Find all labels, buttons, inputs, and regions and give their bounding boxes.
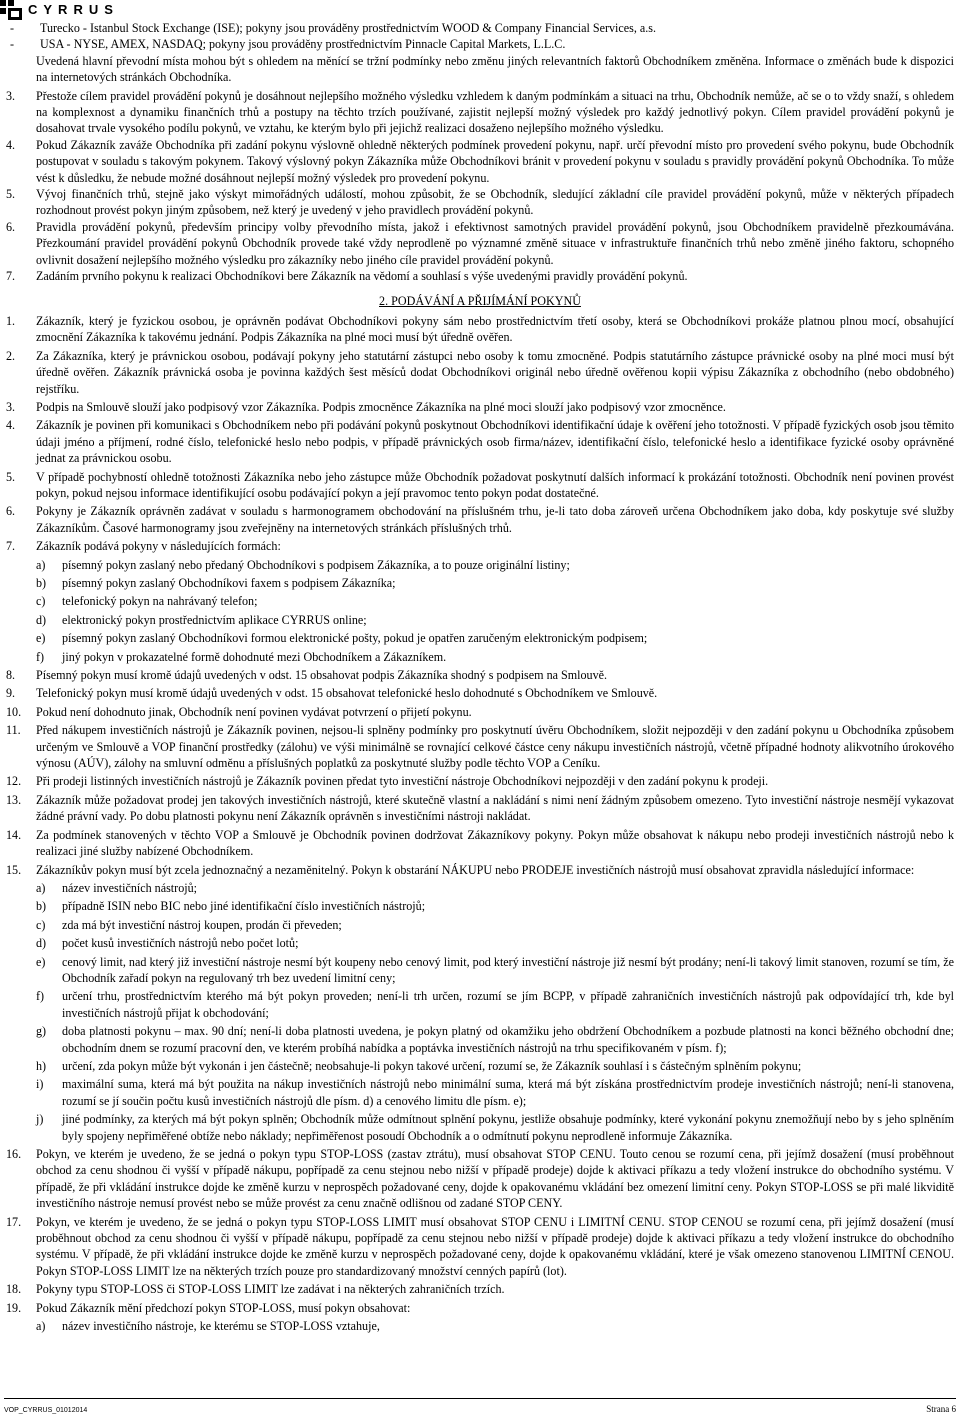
s2-item-2: 2. Za Zákazníka, který je právnickou osobou, podávají pokyny jeho statutární zástupci nebo osoby k tomu zmocněné. Podpis statutárního zástupce právnické osoby na plné moci musí být úředně ověřen. Zákazník právnická osoba je povinna každých šest měsíců dodat Obchodníkovi originál nebo úředně ověřenou kopii výpisu Zákazníka z obchodního (nebo obdobného) rejstříku. <box>6 348 954 396</box>
document-code: VOP_CYRRUS_01012014 <box>4 1407 88 1414</box>
section1-item-6: 6. Pravidla provádění pokynů, především principy volby převodního místa, jakož i efektivnost samotných pravidel provádění pokynů, jsou Obchodníkem pravidelně přezkoumávána. Přezkoumání pravidel provádění pokynů Obchodník provede také vždy neprodleně po významné změně situace v infrastruktuře finančních trhů nebo změně jiného faktoru, schopného ovlivnit dosažení nejlepšího možného výsledku pro zákazníky nebo jiného cíle pravidel provádění pokynů. <box>6 219 954 267</box>
intro-paragraph: Uvedená hlavní převodní místa mohou být s ohledem na měnící se tržní podmínky nebo změnu jiných relevantních faktorů Obchodníkem změněna. Informace o změnách bude k dispozici na internetových stránkách Obchodníka. <box>36 53 954 85</box>
s2-item-15-sub-a: a) název investičních nástrojů; <box>36 880 198 895</box>
s2-item-15-sub-f: f) určení trhu, prostřednictvím kterého má být pokyn proveden; není-li trh určen, rozumí se jím BCPP, v případě zahraničních investičních nástrojů pak odpovídající trh, kde byl investičních nástrojů přijat k obchodování; <box>36 989 954 1020</box>
s2-item-5: 5. V případě pochybností ohledně totožnosti Zákazníka nebo jeho zástupce může Obchodník požadovat poskytnutí dalších informací k prokázání totožnosti. Obchodník není povinen provést pokyn, pokud nejsou informace identifikující osobu podávající pokyn a její pravomoc tento pokyn podat dostatečné. <box>6 469 954 500</box>
s2-item-12: 12. Při prodeji listinných investičních nástrojů je Zákazník povinen předat tyto investiční nástroje Obchodníkovi nejpozději v den zadání pokynu k prodeji. <box>6 774 769 789</box>
s2-item-7-sub-d: d) elektronický pokyn prostřednictvím aplikace CYRRUS online; <box>36 612 367 627</box>
s2-item-15-sub-j: j) jiné podmínky, za kterých má být pokyn splněn; Obchodník může odmítnout splnění pokynu, jestliže obsahuje podmínky, které vykonání pokynu znemožňují nebo by s jeho splněním byly spojeny nepřiměřené obtíže nebo náklady; nepřiměřenost posoudí Obchodník a o odmítnutí pokynu neprodleně informuje Zákazníka. <box>36 1112 954 1143</box>
s2-item-7: 7. Zákazník podává pokyny v následujících formách: <box>6 539 281 554</box>
s2-item-16: 16. Pokyn, ve kterém je uvedeno, že se jedná o pokyn typu STOP-LOSS (zastav ztrátu), musí obsahovat STOP CENU. Touto cenou se rozumí cena, při jejímž dosažení (musí proběhnout obchod za cenu shodnou či vyšší v případě nákupu, popřípadě za cenu stejnou nebo nižší v případě prodeje) dojde k aktivaci příkazu a tedy vložení instrukce do obchodního systému. V případě, že při vkládání instrukce dojde ke změně kurzu v neprospěch požadované ceny, dojde k opakovanému vkládání bez omezení limitní ceny. Pokyn STOP-LOSS se při malé likviditě investičního nástroje nemusí provést nebo se může provést za cenu značně odlišnou od zadané STOP CENY. <box>6 1147 954 1211</box>
s2-item-4: 4. Zákazník je povinen při komunikaci s Obchodníkem nebo při podávání pokynů poskytnout Obchodníkovi identifikační údaje k ověření jeho totožnosti. V případě fyzických osob jsou těmito údaji jméno a příjmení, rodné číslo, telefonické heslo nebo podpis, v případě právnických osob firma/název, identifikační číslo, telefonické heslo a identifikace fyzické osoby oprávněné jednat za právnickou osobu. <box>6 418 954 466</box>
s2-item-6: 6. Pokyny je Zákazník oprávněn zadávat v souladu s harmonogramem obchodování na příslušném trhu, je-li tato doba zároveň určena Obchodníkem jako doba, kdy poskytuje své služby Zákazníkům. Časové harmonogramy jsou zveřejněny na internetových stránkách příslušných trhů. <box>6 504 954 535</box>
s2-item-14: 14. Za podmínek stanovených v těchto VOP a Smlouvě je Obchodník povinen dodržovat Zákazníkovy pokyny. Pokyn může obsahovat k nákupu nebo prodeji investičních nástrojů nebo k realizaci jiné služby nabízené Obchodníkem. <box>6 827 954 859</box>
s2-item-19-sub-a: a) název investičního nástroje, ke kterému se STOP-LOSS vztahuje, <box>36 1319 380 1334</box>
cyrrus-logo-icon <box>0 0 22 20</box>
s2-item-15-sub-h: h) určení, zda pokyn může být vykonán i jen částečně; neobsahuje-li pokyn takové určení, rozumí se, že Zákazník souhlasí i s částečným splněním pokynu; <box>36 1058 802 1073</box>
s2-item-7-sub-f: f) jiný pokyn v prokazatelné formě dohodnuté mezi Obchodníkem a Zákazníkem. <box>36 649 447 664</box>
s2-item-9: 9. Telefonický pokyn musí kromě údajů uvedených v odst. 15 obsahovat telefonické heslo dohodnuté s Obchodníkem ve Smlouvě. <box>6 686 658 701</box>
s2-item-7-sub-e: e) písemný pokyn zaslaný Obchodníkovi formou elektronické pošty, pokud je opatřen zaručeným elektronickým podpisem; <box>36 631 648 646</box>
s2-item-15-sub-i: i) maximální suma, která má být použita na nákup investičních nástrojů nebo minimální suma, která má být získána prostřednictvím prodeje investičních nástrojů; není-li stanovena, rozumí se jí součin počtu kusů investičních nástrojů dle písm. d) a cenového limitu dle písm. e); <box>36 1077 954 1108</box>
s2-item-11: 11. Před nákupem investičních nástrojů je Zákazník povinen, nejsou-li splněny podmínky pro poskytnutí úvěru Obchodníkem, složit nejpozději v den zadání pokynu u Obchodníka způsobem určeným ve Smlouvě a VOP finanční prostředky (zálohu) ve výši minimálně se rovnající celkové částce ceny nákupu investičních nástrojů, včetně případné hodnoty alikvotního úrokového výnosu (AÚV), zálohy na smluvní odměnu a příslušných poplatků za poskytnuté služby podle těchto VOP a Ceníku. <box>6 723 954 771</box>
s2-item-3: 3. Podpis na Smlouvě slouží jako podpisový vzor Zákazníka. Podpis zmocněnce Zákazníka na plné moci slouží jako podpisový vzor zmocněnce. <box>6 399 726 414</box>
s2-item-10: 10. Pokud není dohodnuto jinak, Obchodník není povinen vydávat potvrzení o přijetí pokynu. <box>6 704 472 719</box>
s2-item-8: 8. Písemný pokyn musí kromě údajů uvedených v odst. 15 obsahovat podpis Zákazníka shodný s podpisem na Smlouvě. <box>6 668 608 683</box>
s2-item-19: 19. Pokud Zákazník mění předchozí pokyn STOP-LOSS, musí pokyn obsahovat: <box>6 1300 411 1315</box>
section1-item-4: 4. Pokud Zákazník zaváže Obchodníka při zadání pokynu výslovně ohledně některých podmínek provedení pokynu, např. určí převodní místo pro provedení svého pokynu, bude Obchodník postupovat v souladu s takovým pokynem. Takový výslovný pokyn Zákazníka může Obchodníkovi bránit v provedení pokynu v souladu s pravidly provádění pokynů Obchodníka. To může vést k důsledku, že nebude možné dosáhnout nejlepší možný výsledek pro provedení pokynu. <box>6 137 954 185</box>
s2-item-7-sub-b: b) písemný pokyn zaslaný Obchodníkovi faxem s podpisem Zákazníka; <box>36 576 396 590</box>
s2-item-15-sub-d: d) počet kusů investičních nástrojů nebo počet lotů; <box>36 936 299 951</box>
section1-item-7: 7. Zadáním prvního pokynu k realizaci Obchodníkovi bere Zákazník na vědomí a souhlasí s výše uvedenými pravidly provádění pokynů. <box>6 269 688 284</box>
s2-item-17: 17. Pokyn, ve kterém je uvedeno, že se jedná o pokyn typu STOP-LOSS LIMIT musí obsahovat STOP CENU i LIMITNÍ CENU. STOP CENOU se rozumí cena, při jejímž dosažení (musí proběhnout obchod za cenu shodnou či vyšší v případě nákupu, popřípadě za cenu stejnou nebo nižší v případě prodeje) dojde k aktivaci příkazu a tedy vložení instrukce do obchodního systému. V případě, že při vkládání instrukce dojde ke změně kurzu v neprospěch požadované ceny, dojde k opakovanému vkládání, které je však omezeno stanovenou LIMITNÍ CENOU. Pokyn STOP-LOSS LIMIT lze na některých trzích pouze pro standardizovaný množství cenných papírů (lot). <box>6 1214 954 1278</box>
s2-item-15-sub-g: g) doba platnosti pokynu – max. 90 dní; není-li doba platnosti uvedena, je pokyn platný od okamžiku jeho obdržení Obchodníkem a pozbude platnosti na konci běžného obchodní dne; obchodním dnem se rozumí pracovní den, ve kterém probíhá nabídka a poptávka investičních nástrojů na trhu specifikovaném v písm. f); <box>36 1024 954 1055</box>
s2-item-15-sub-b: b) případně ISIN nebo BIC nebo jiné identifikační číslo investičních nástrojů; <box>36 899 426 914</box>
document-body <box>6 20 954 1336</box>
page-number: Strana 6 <box>926 1404 956 1414</box>
s2-item-15-sub-e: e) cenový limit, nad který již investiční nástroje nesmí být koupeny nebo cenový limit, pod který investiční nástroje již nesmí být prodány; není-li takový limit stanoven, rozumí se tím, že Obchodník zařadí pokyn na regulovaný trh bez uvedení limitní ceny; <box>36 954 954 985</box>
section1-item-5: 5. Vývoj finančních trhů, stejně jako výskyt mimořádných událostí, mohou způsobit, že se Obchodník, sledující základní cíle pravidel provádění pokynů, může v některých případech rozhodnout provést pokyn jiným způsobem, než který je uvedený v jeho pravidlech provádění pokynů. <box>6 187 954 218</box>
market-line-usa: - USA - NYSE, AMEX, NASDAQ; pokyny jsou prováděny prostřednictvím Pinnacle Capital Markets, L.L.C. <box>10 37 566 52</box>
section1-item-3: 3. Přestože cílem pravidel provádění pokynů je dosáhnout nejlepšího možného výsledku vzhledem k daným podmínkám a situaci na trhu, Obchodník nemůže, ač se o to vždy snaží, s ohledem na komplexnost a dynamiku finančních trhů a postupy na těchto trzích používané, zajistit nejlepší možný výsledek pro každý jednotlivý pokyn. Cílem pravidel provádění pokynů je dosahovat trvale vysokého podílu pokynů, ve vztahu, ke kterým bylo při jejichž realizaci dosaženo nejlepšího možného výsledku. <box>6 88 954 136</box>
page-footer <box>4 1398 956 1419</box>
s2-item-7-sub-a: a) písemný pokyn zaslaný nebo předaný Obchodníkovi s podpisem Zákazníka, a to pouze originální listiny; <box>36 557 570 572</box>
market-line-turkey: - Turecko - Istanbul Stock Exchange (ISE); pokyny jsou prováděny prostřednictvím WOOD & Company Financial Services, a.s. <box>10 21 657 35</box>
s2-item-1: 1. Zákazník, který je fyzickou osobou, je oprávněn podávat Obchodníkovi pokyny sám nebo prostřednictvím třetí osoby, která se Obchodníkovi prokáže platnou plnou mocí, obsahující zmocnění Zákazníka k takovému jednání. Podpis Zákazníka na plné moci musí být úředně ověřen. <box>6 313 954 345</box>
section2-heading: 2. PODÁVÁNÍ A PŘIJÍMÁNÍ POKYNŮ <box>379 293 581 308</box>
brand-name: CYRRUS <box>28 1 119 17</box>
s2-item-15: 15. Zákazníkův pokyn musí být zcela jednoznačný a nezaměnitelný. Pokyn k obstarání NÁKUPU nebo PRODEJE investičních nástrojů musí obsahovat zpravidla následující informace: <box>6 862 915 877</box>
s2-item-18: 18. Pokyny typu STOP-LOSS či STOP-LOSS LIMIT lze zadávat i na některých zahraničních trzích. <box>6 1282 505 1297</box>
s2-item-7-sub-c: c) telefonický pokyn na nahrávaný telefon; <box>36 594 258 609</box>
s2-item-15-sub-c: c) zda má být investiční nástroj koupen, prodán či převeden; <box>36 917 342 932</box>
s2-item-13: 13. Zákazník může požadovat prodej jen takových investičních nástrojů, které skutečně vlastní a nakládání s nimi není žádným způsobem omezeno. Tyto investiční nástroje nesmějí vykazovat žádné právní vady. Po dobu platnosti pokynu není Zákazník oprávněn s investičními nástroji nakládat. <box>6 792 954 824</box>
header-logo <box>0 0 119 20</box>
